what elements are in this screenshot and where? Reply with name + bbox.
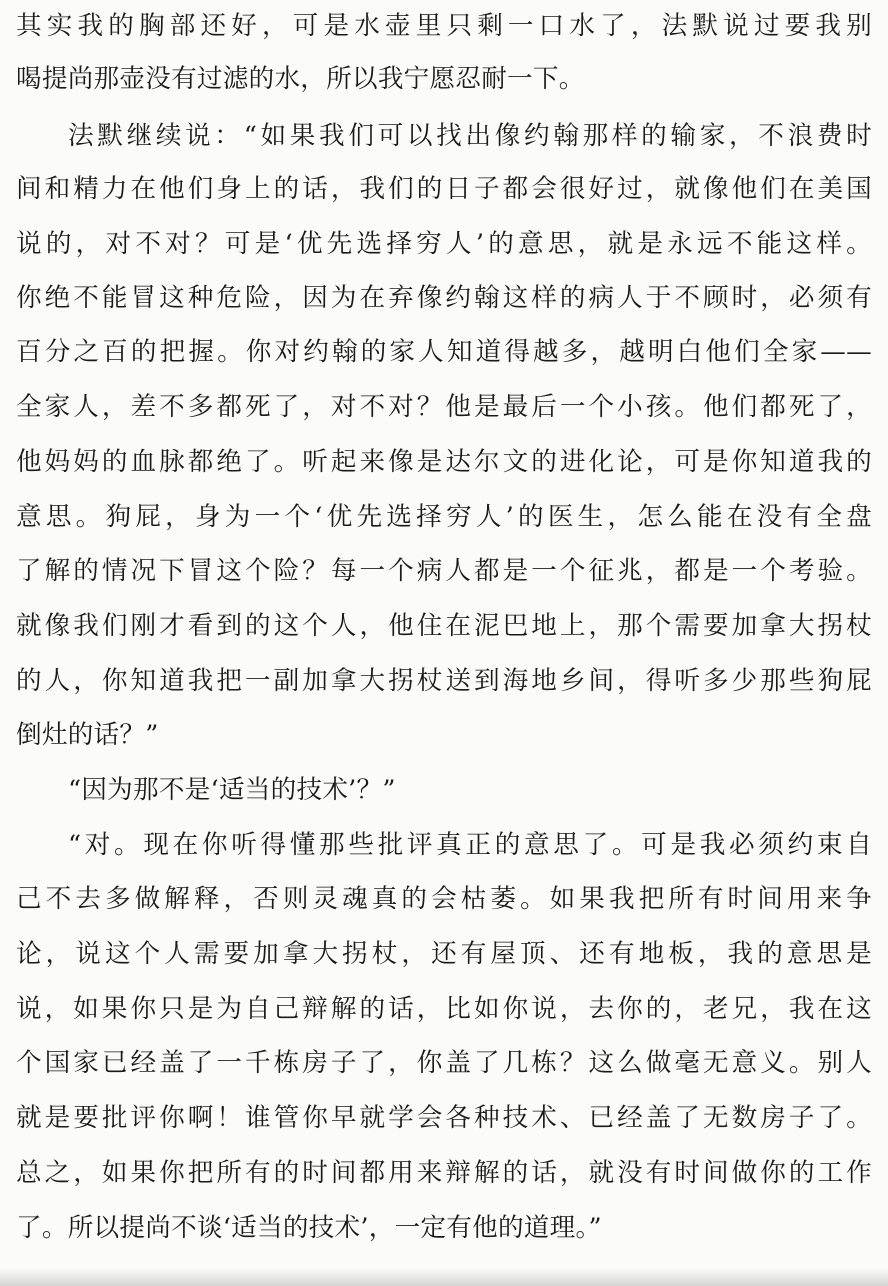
text-line: 你绝不能冒这种危险，因为在弃像约翰这样的病人于不顾时，必须有	[16, 283, 872, 313]
text-line: “对。现在你听得懂那些批评真正的意思了。可是我必须约束自	[68, 830, 872, 860]
text-line: 个国家已经盖了一千栋房子了，你盖了几栋？这么做毫无意义。别人	[16, 1048, 872, 1078]
text-line: 己不去多做解释，否则灵魂真的会枯萎。如果我把所有时间用来争	[16, 884, 872, 914]
text-line: 的人，你知道我把一副加拿大拐杖送到海地乡间，得听多少那些狗屁	[16, 666, 872, 696]
text-line: 其实我的胸部还好，可是水壶里只剩一口水了，法默说过要我别	[16, 11, 872, 41]
text-line: 意思。狗屁，身为一个‘优先选择穷人’的医生，怎么能在没有全盘	[16, 502, 872, 532]
text-line: 全家人，差不多都死了，对不对？他是最后一个小孩。他们都死了，	[16, 392, 872, 422]
text-line: 百分之百的把握。你对约翰的家人知道得越多，越明白他们全家——	[16, 337, 872, 367]
text-line: 法默继续说：“如果我们可以找出像约翰那样的输家，不浪费时	[68, 121, 872, 151]
text-line: 了解的情况下冒这个险？每一个病人都是一个征兆，都是一个考验。	[16, 556, 872, 586]
text-line: 了。所以提尚不谈‘适当的技术’，一定有他的道理。”	[16, 1213, 602, 1243]
text-line: 论，说这个人需要加拿大拐杖，还有屋顶、还有地板，我的意思是	[16, 939, 872, 969]
text-line: 间和精力在他们身上的话，我们的日子都会很好过，就像他们在美国	[16, 174, 872, 204]
text-line: 说的，对不对？可是‘优先选择穷人’的意思，就是永远不能这样。	[16, 229, 872, 259]
text-line: 倒灶的话？”	[16, 720, 159, 750]
text-line: 总之，如果你把所有的时间都用来辩解的话，就没有时间做你的工作	[16, 1158, 872, 1188]
text-line: 说，如果你只是为自己辩解的话，比如你说，去你的，老兄，我在这	[16, 994, 872, 1024]
text-line: “因为那不是‘适当的技术’？”	[68, 775, 396, 805]
text-line: 喝提尚那壶没有过滤的水，所以我宁愿忍耐一下。	[16, 64, 585, 94]
text-line: 就是要批评你啊！谁管你早就学会各种技术、已经盖了无数房子了。	[16, 1103, 872, 1133]
page-edge-shadow	[0, 1268, 888, 1286]
text-line: 他妈妈的血脉都绝了。听起来像是达尔文的进化论，可是你知道我的	[16, 447, 872, 477]
text-line: 就像我们刚才看到的这个人，他住在泥巴地上，那个需要加拿大拐杖	[16, 611, 872, 641]
